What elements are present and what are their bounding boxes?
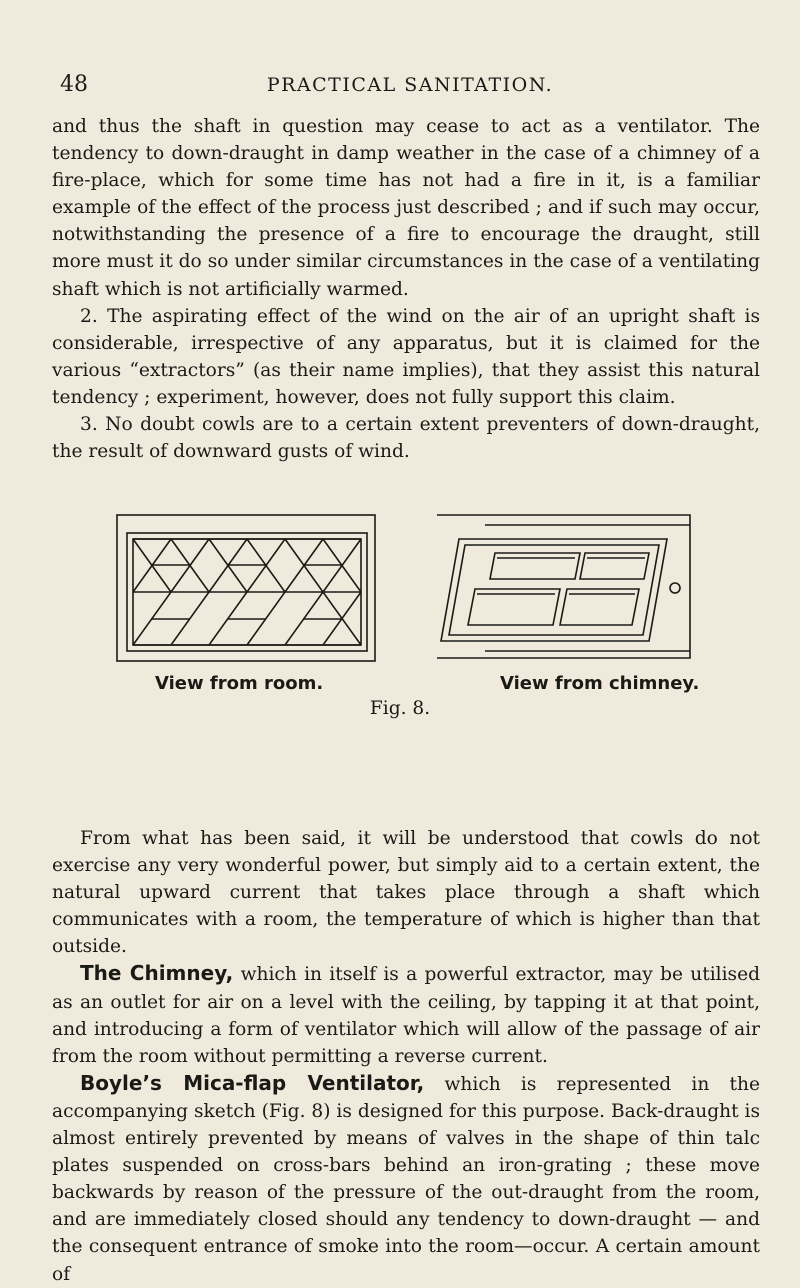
run-in-heading: Boyle’s Mica-flap Ventilator, — [80, 1070, 425, 1095]
figure-8 — [115, 513, 715, 719]
run-in-heading: The Chimney, — [80, 961, 234, 986]
paragraph: 3. No doubt cowls are to a certain extent preventers of down-draught, the result of downward gusts of wind. — [52, 414, 760, 463]
figure-caption-left: View from room. — [155, 673, 324, 694]
grating-view-from-room — [115, 513, 377, 663]
paragraph: and thus the shaft in question may cease to act as a ventilator. The tendency to down-draught in damp weather in the case of a chimney of a fire-place, which for some time has not had a fire in it, is a familiar example of the effect of the process just described ; and if such may occur, notwithstanding the presence of a fire to encourage the draught, still more must it do so under similar circumstances in the case of a ventilating shaft which is not artificially warmed. — [52, 116, 760, 300]
page-number: 48 — [60, 72, 88, 97]
figure-number: Fig. 8. — [369, 698, 431, 719]
paragraph: 2. The aspirating effect of the wind on the air of an upright shaft is considerable, irrespective of any apparatus, but it is claimed for the various “extractors” (as their name implies), that they assist this natural tendency ; experiment, however, does not fully support this claim. — [52, 305, 760, 408]
paragraph — [52, 960, 760, 1069]
paragraph-text: which is represented in the accompanying sketch (Fig. 8) is designed for this purpose. Back-draught is almost entirely prevented by means of valves in the shape of thin talc plates suspended on cross-bars behind an iron-grating ; these move backwards by reason of the pressure of the out-draught from the room, and are immediately closed should any tendency to down-draught — and the consequent entrance of smoke into the room—occur. A certain amount of — [52, 1073, 760, 1285]
paragraph-text: which in itself is a powerful extractor, may be utilised as an outlet for air on a level with the ceiling, by tapping it at that point, and introducing a form of ventilator which will allow of the passage of air from the room without permitting a reverse current. — [52, 964, 760, 1067]
running-head: PRACTICAL SANITATION. — [266, 74, 554, 96]
figure-caption-right: View from chimney. — [500, 673, 700, 694]
text-block-top — [52, 113, 760, 465]
text-block-bottom — [52, 825, 760, 1288]
flaps-view-from-chimney — [435, 513, 695, 663]
paragraph: From what has been said, it will be understood that cowls do not exercise any very wonderful power, but simply aid to a certain extent, the natural upward current that takes place through a shaft which communicates with a room, the temperature of which is higher than that outside. — [52, 828, 760, 958]
page-header — [60, 72, 760, 102]
